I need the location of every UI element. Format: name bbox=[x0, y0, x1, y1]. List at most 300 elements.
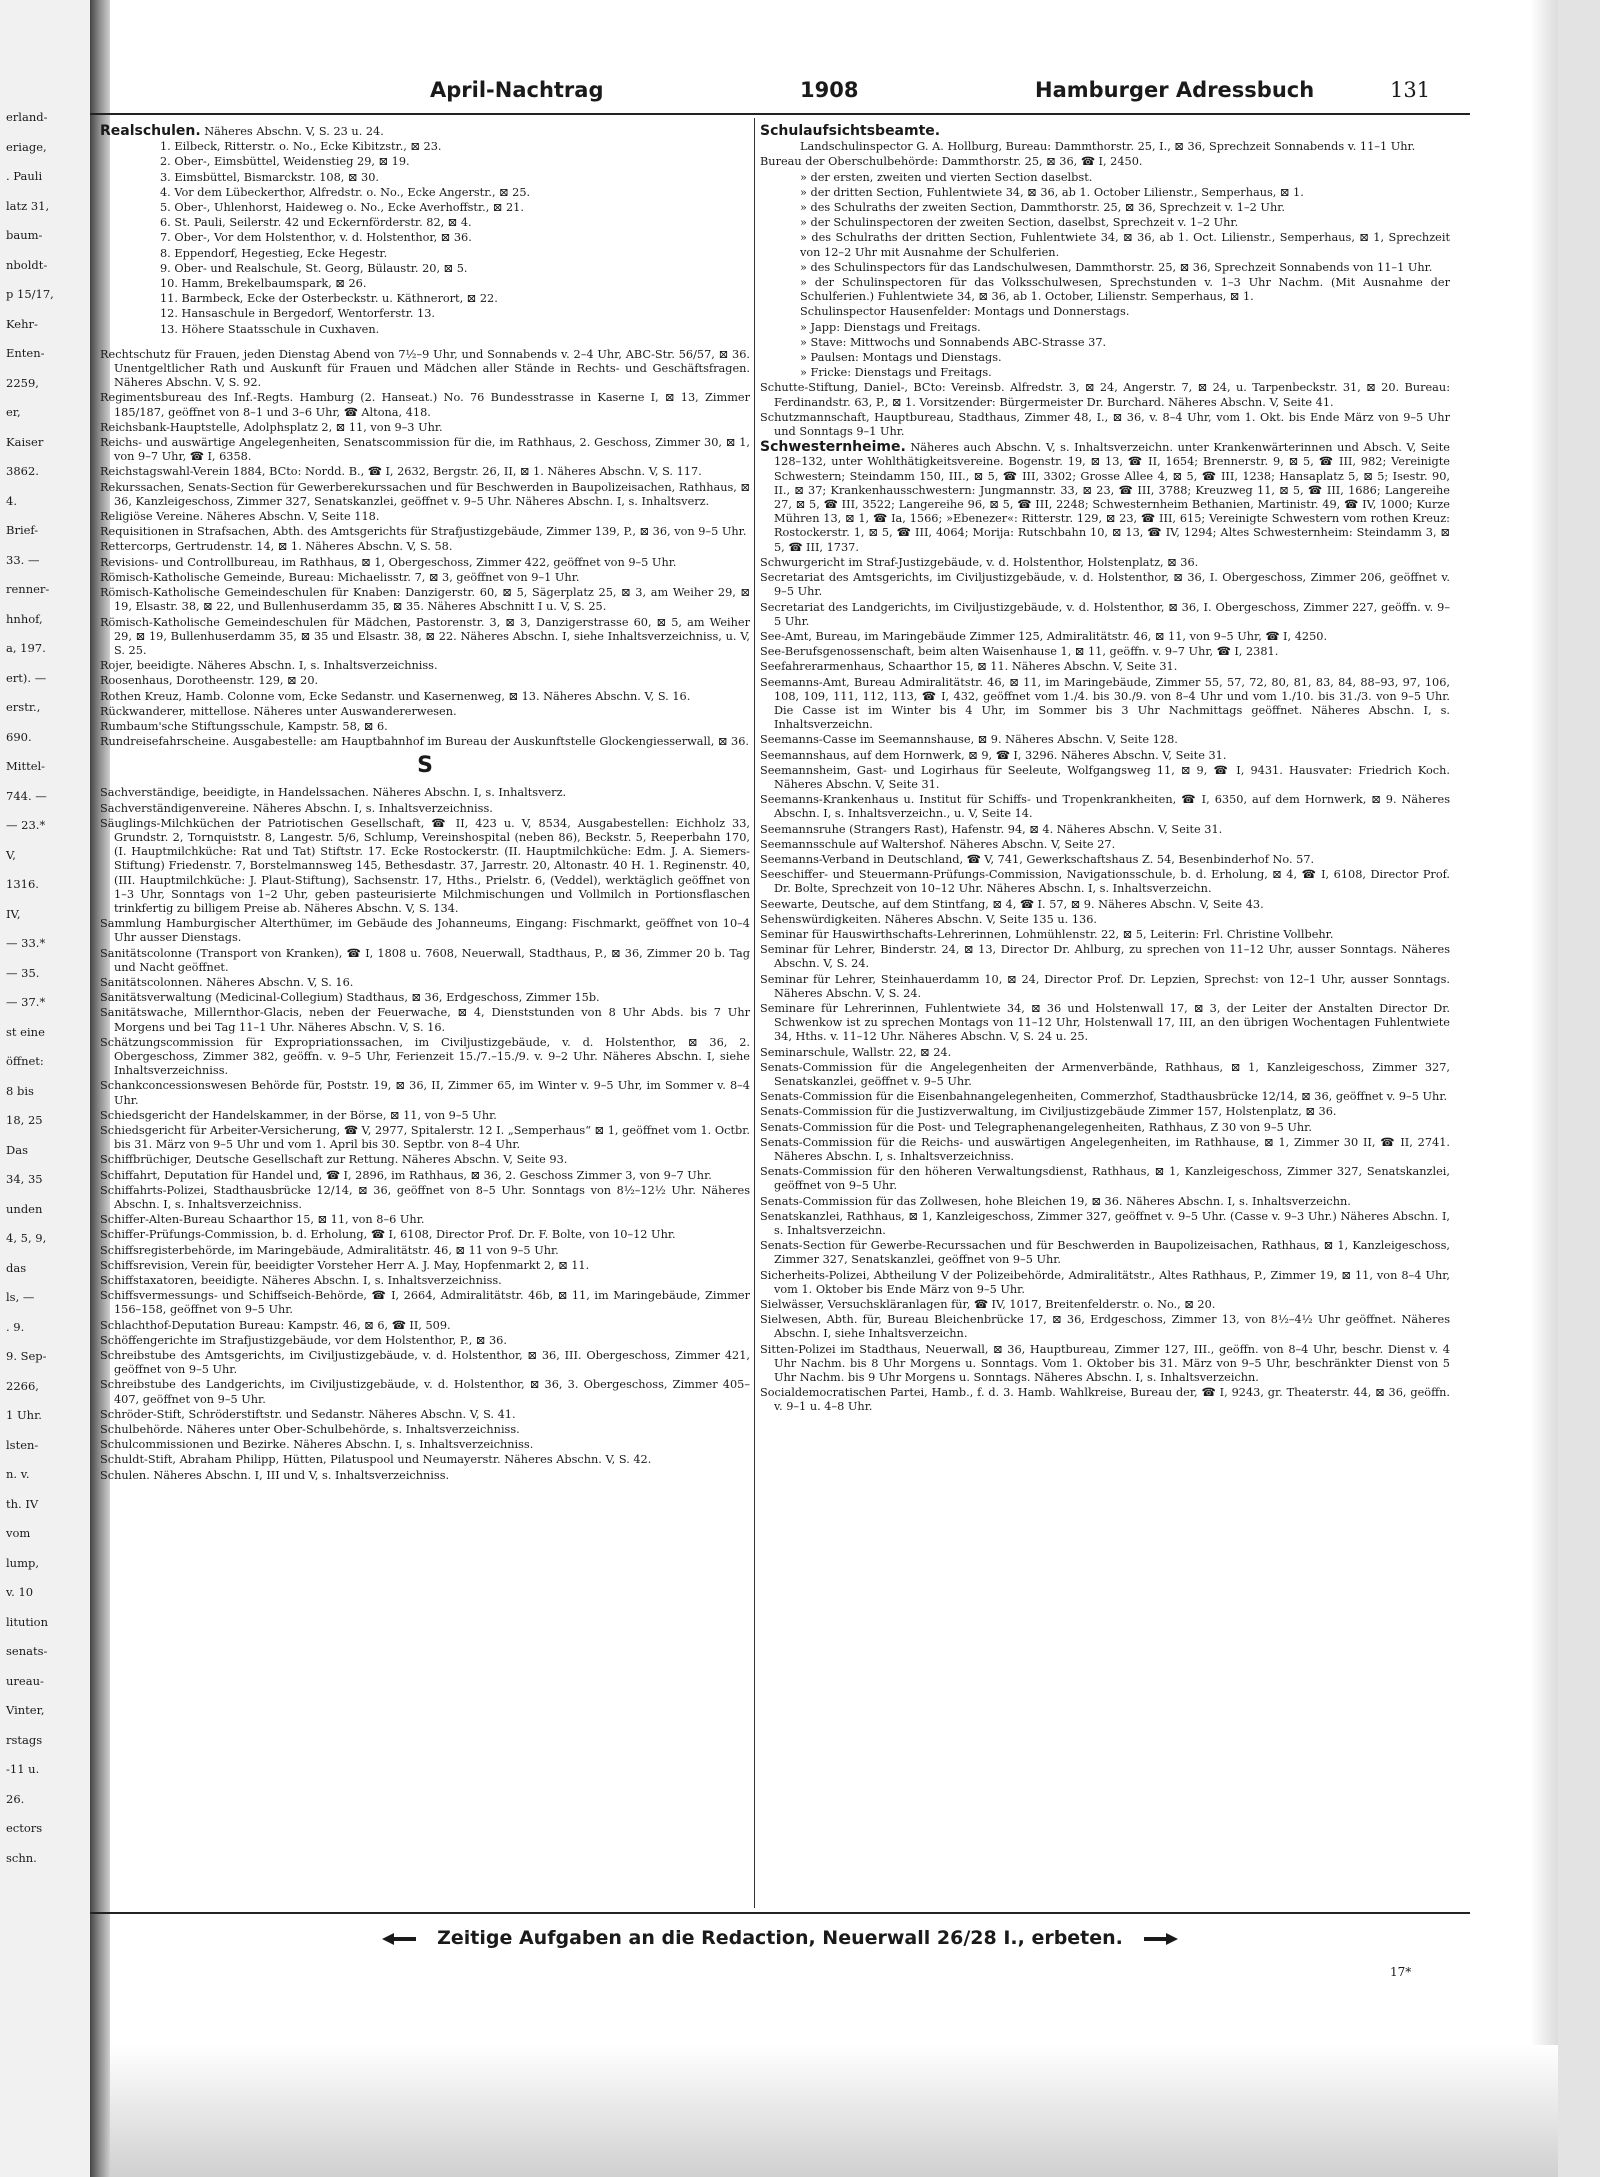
directory-entry bbox=[100, 348, 750, 391]
directory-entry bbox=[760, 1136, 1450, 1164]
entry-text: Seminar für Lehrer, Binderstr. 24, ⊠ 13, Director Dr. Ahlburg, zu sprechen von 11–12 Uhr, ausser Sonntags. Näheres Abschn. V, S. 24. bbox=[760, 943, 1450, 971]
directory-entry bbox=[100, 1109, 750, 1123]
entry-text: Schwurgericht im Straf-Justizgebäude, v. d. Holstenthor, Holstenplatz, ⊠ 36. bbox=[760, 555, 1199, 569]
directory-entry bbox=[760, 171, 1450, 185]
directory-entry bbox=[100, 976, 750, 990]
directory-entry bbox=[100, 1438, 750, 1452]
entry-text: 4. Vor dem Lübeckerthor, Alfredstr. o. No., Ecke Angerstr., ⊠ 25. bbox=[160, 185, 531, 199]
margin-text-fragment: erland- bbox=[6, 110, 48, 124]
margin-text-fragment: senats- bbox=[6, 1644, 48, 1658]
directory-entry bbox=[760, 186, 1450, 200]
entry-text: Reichs- und auswärtige Angelegenheiten, Senatscommission für die, im Rathhaus, 2. Geschoss, Zimmer 30, ⊠ 1, von 9–7 Uhr, ☎ I, 6358. bbox=[100, 436, 750, 464]
entry-text: See-Amt, Bureau, im Maringebäude Zimmer 125, Admiralitätstr. 46, ⊠ 11, von 9–5 Uhr, ☎ I, 4250. bbox=[760, 629, 1328, 643]
section-heading-entry bbox=[100, 124, 750, 139]
directory-entry bbox=[760, 1105, 1450, 1119]
margin-text-fragment: eriage, bbox=[6, 139, 47, 154]
margin-text-fragment: schn. bbox=[6, 1850, 37, 1865]
directory-entry bbox=[760, 140, 1450, 154]
previous-page-strip bbox=[0, 0, 90, 2177]
entry-text: Schiffsrevision, Verein für, beeidigter Vorsteher Herr A. J. May, Hopfenmarkt 2, ⊠ 11. bbox=[100, 1258, 590, 1272]
margin-text-fragment: 8 bis bbox=[6, 1083, 34, 1098]
directory-entry bbox=[760, 645, 1450, 659]
entry-text: Schulcommissionen und Bezirke. Näheres Abschn. I, s. Inhaltsverzeichniss. bbox=[100, 1438, 534, 1452]
directory-entry bbox=[100, 1006, 750, 1034]
directory-entry bbox=[100, 786, 750, 800]
entry-text: Rechtschutz für Frauen, jeden Dienstag Abend von 7½–9 Uhr, und Sonnabends v. 2–4 Uhr, ABC-Str. 56/57, ⊠ 36. Unentgeltlicher Rath und Auskunft für Frauen und Mädchen aller Stände in Rechts- und Geschäftsfragen. Näheres Abschn. V, S. 92. bbox=[100, 347, 750, 390]
directory-entry bbox=[100, 1153, 750, 1167]
entry-text: Schulbehörde. Näheres unter Ober-Schulbehörde, s. Inhaltsverzeichniss. bbox=[100, 1423, 520, 1437]
margin-text-fragment: lump, bbox=[6, 1555, 40, 1570]
directory-entry bbox=[100, 947, 750, 975]
margin-text-fragment: — 33.* bbox=[6, 936, 46, 950]
entry-text: Seemanns-Krankenhaus u. Institut für Schiffs- und Tropenkrankheiten, ☎ I, 6350, auf dem Hornwerk, ⊠ 9. Näheres Abschn. I, s. Inhaltsverzeichn., u. V, Seite 14. bbox=[760, 793, 1450, 821]
margin-text-fragment: renner- bbox=[6, 582, 50, 596]
entry-text: » der dritten Section, Fuhlentwiete 34, ⊠ 36, ab 1. October Lilienstr., Semperhaus, ⊠ 1. bbox=[800, 185, 1304, 199]
section-heading: Schulaufsichtsbeamte. bbox=[760, 123, 941, 139]
entry-text: Schiffahrts-Polizei, Stadthausbrücke 12/14, ⊠ 36, geöffnet von 8–5 Uhr. Sonntags von 8½–12½ Uhr. Näheres Abschn. I, s. Inhaltsverzeichniss. bbox=[100, 1183, 750, 1212]
directory-entry bbox=[760, 793, 1450, 821]
entry-text: Rekurssachen, Senats-Section für Gewerberekurssachen und für Beschwerden in Baupolizeisachen, Rathhaus, ⊠ 36, Kanzleigeschoss, Zimmer 327, Senatskanzlei, geöffnet v. 9–5 Uhr. Näheres Abschn. I, s. Inhaltsverz. bbox=[100, 480, 750, 508]
directory-entry bbox=[760, 838, 1450, 852]
entry-text: Schulinspector Hausenfelder: Montags und Donnerstags. bbox=[800, 305, 1130, 319]
entry-text: Schreibstube des Amtsgerichts, im Civiljustizgebäude, v. d. Holstenthor, ⊠ 36, III. Obergeschoss, Zimmer 421, geöffnet von 9–5 Uhr. bbox=[100, 1349, 750, 1377]
entry-text: Senats-Commission für die Eisenbahnangelegenheiten, Commerzhof, Stadthausbrücke 12/14, ⊠ 36, geöffnet v. 9–5 Uhr. bbox=[760, 1090, 1448, 1104]
entry-text: 10. Hamm, Brekelbaumspark, ⊠ 26. bbox=[160, 277, 367, 291]
directory-entry bbox=[100, 1453, 750, 1467]
directory-entry bbox=[760, 630, 1450, 644]
margin-text-fragment: Enten- bbox=[6, 346, 45, 360]
margin-text-fragment: ectors bbox=[6, 1821, 43, 1835]
entry-text: 12. Hansaschule in Bergedorf, Wentorferstr. 13. bbox=[160, 307, 435, 321]
entry-text: Rückwanderer, mittellose. Näheres unter Auswandererwesen. bbox=[100, 704, 457, 718]
directory-entry bbox=[760, 305, 1450, 319]
entry-text: Schutzmannschaft, Hauptbureau, Stadthaus, Zimmer 48, I., ⊠ 36, v. 8–4 Uhr, vom 1. Okt. bis Ende März von 9–5 Uhr und Sonntags 9–1 Uhr. bbox=[760, 410, 1450, 439]
header-rule bbox=[90, 113, 1470, 115]
entry-text: Roosenhaus, Dorotheenstr. 129, ⊠ 20. bbox=[100, 674, 319, 688]
directory-entry bbox=[100, 1036, 750, 1079]
directory-entry bbox=[100, 817, 750, 916]
directory-entry bbox=[100, 917, 750, 945]
right-scan-edge bbox=[1558, 0, 1600, 2177]
directory-entry bbox=[760, 1298, 1450, 1312]
margin-text-fragment: -11 u. bbox=[6, 1762, 40, 1776]
margin-text-fragment: 4, 5, 9, bbox=[6, 1231, 47, 1245]
margin-text-fragment: litution bbox=[6, 1614, 49, 1629]
margin-text-fragment: 4. bbox=[6, 493, 17, 508]
entry-text: Seemannshaus, auf dem Hornwerk, ⊠ 9, ☎ I, 3296. Näheres Abschn. V, Seite 31. bbox=[760, 748, 1227, 762]
directory-entry bbox=[760, 1061, 1450, 1089]
entry-text: Senats-Section für Gewerbe-Recurssachen und für Beschwerden in Baupolizeisachen, Rathhaus, ⊠ 1, Kanzleigeschoss, Zimmer 327, Senatskanzlei, geöffnet von 9–5 Uhr. bbox=[760, 1239, 1450, 1267]
directory-entry bbox=[100, 1213, 750, 1227]
entry-text: Rettercorps, Gertrudenstr. 14, ⊠ 1. Näheres Abschn. V, S. 58. bbox=[100, 540, 453, 554]
directory-entry bbox=[100, 323, 750, 337]
directory-entry bbox=[760, 943, 1450, 971]
entry-text: Römisch-Katholische Gemeinde, Bureau: Michaelisstr. 7, ⊠ 3, geöffnet von 9–1 Uhr. bbox=[100, 570, 580, 584]
entry-text: Sanitätscolonne (Transport von Kranken), ☎ I, 1808 u. 7608, Neuerwall, Stadthaus, P., ⊠ 36, Zimmer 20 b. Tag und Nacht geöffnet. bbox=[100, 946, 750, 974]
directory-entry bbox=[100, 556, 750, 570]
entry-text: Sehenswürdigkeiten. Näheres Abschn. V, Seite 135 u. 136. bbox=[760, 912, 1097, 926]
margin-text-fragment: ert). — bbox=[6, 670, 47, 685]
margin-text-fragment: 1 Uhr. bbox=[6, 1408, 42, 1422]
directory-entry bbox=[760, 216, 1450, 230]
right-column bbox=[760, 124, 1450, 1416]
directory-entry bbox=[100, 571, 750, 585]
directory-entry bbox=[100, 674, 750, 688]
directory-entry bbox=[100, 1228, 750, 1242]
directory-entry bbox=[760, 1269, 1450, 1297]
directory-entry bbox=[100, 1319, 750, 1333]
entry-text: Schankconcessionswesen Behörde für, Poststr. 19, ⊠ 36, II, Zimmer 65, im Winter v. 9–5 Uhr, im Sommer v. 8–4 Uhr. bbox=[100, 1079, 750, 1107]
entry-text: Sammlung Hamburgischer Alterthümer, im Gebäude des Johanneums, Eingang: Fischmarkt, geöffnet von 10–4 Uhr ausser Dienstags. bbox=[100, 917, 750, 945]
entry-text: » Fricke: Dienstags und Freitags. bbox=[800, 366, 992, 380]
margin-text-fragment: baum- bbox=[6, 228, 43, 242]
entry-text: Näheres Abschn. V, S. 23 u. 24. bbox=[200, 125, 384, 138]
entry-text: Seemannsruhe (Strangers Rast), Hafenstr. 94, ⊠ 4. Näheres Abschn. V, Seite 31. bbox=[760, 822, 1223, 836]
margin-text-fragment: v. 10 bbox=[6, 1585, 34, 1599]
entry-text: » Japp: Dienstags und Freitags. bbox=[800, 320, 981, 334]
entry-text: 3. Eimsbüttel, Bismarckstr. 108, ⊠ 30. bbox=[160, 170, 379, 184]
entry-text: Revisions- und Controllbureau, im Rathhaus, ⊠ 1, Obergeschoss, Zimmer 422, geöffnet von 9–5 Uhr. bbox=[100, 555, 677, 569]
entry-text: 6. St. Pauli, Seilerstr. 42 und Eckernförderstr. 82, ⊠ 4. bbox=[160, 216, 472, 230]
directory-entry bbox=[760, 973, 1450, 1001]
entry-text: 7. Ober-, Vor dem Holstenthor, v. d. Holstenthor, ⊠ 36. bbox=[160, 231, 472, 245]
directory-entry bbox=[100, 140, 750, 154]
directory-entry bbox=[760, 1046, 1450, 1060]
directory-entry bbox=[760, 1165, 1450, 1193]
entry-text: Seemannsheim, Gast- und Logirhaus für Seeleute, Wolfgangsweg 11, ⊠ 9, ☎ I, 9431. Hausvater: Friedrich Koch. Näheres Abschn. V, Seite 31. bbox=[760, 763, 1450, 791]
directory-entry bbox=[100, 540, 750, 554]
directory-entry bbox=[100, 991, 750, 1005]
entry-text: Secretariat des Amtsgerichts, im Civiljustizgebäude, v. d. Holstenthor, ⊠ 36, I. Obergeschoss, Zimmer 206, geöffnet v. 9–5 Uhr. bbox=[760, 571, 1450, 599]
margin-text-fragment: 33. — bbox=[6, 552, 40, 567]
margin-text-fragment: — 37.* bbox=[6, 995, 46, 1009]
entry-text: » des Schulinspectors für das Landschulwesen, Dammthorstr. 25, ⊠ 36, Sprechzeit Sonnabends von 11–1 Uhr. bbox=[800, 260, 1433, 274]
footer-notice bbox=[90, 1927, 1470, 1949]
directory-entry bbox=[760, 1313, 1450, 1341]
sheet-signature: 17* bbox=[1390, 1965, 1412, 1979]
margin-text-fragment: 34, 35 bbox=[6, 1172, 43, 1186]
margin-text-fragment: p 15/17, bbox=[6, 287, 54, 301]
entry-text: Sachverständige, beeidigte, in Handelssachen. Näheres Abschn. I, s. Inhaltsverz. bbox=[100, 786, 567, 800]
entry-text: Schiffsregisterbehörde, im Maringebäude, Admiralitätstr. 46, ⊠ 11 von 9–5 Uhr. bbox=[100, 1243, 559, 1257]
entry-text: Römisch-Katholische Gemeindeschulen für Knaben: Danzigerstr. 60, ⊠ 5, Sägerplatz 25, ⊠ 3, am Weiher 29, ⊠ 19, Elsastr. 38, ⊠ 22, und Bullenhuserdamm 35, ⊠ 35. Näheres Abschnitt I u. V, S. 25. bbox=[100, 586, 750, 614]
entry-text: Schröder-Stift, Schröderstiftstr. und Sedanstr. Näheres Abschn. V, S. 41. bbox=[100, 1407, 516, 1421]
entry-text: Sielwässer, Versuchskläranlagen für, ☎ IV, 1017, Breitenfelderstr. o. No., ⊠ 20. bbox=[760, 1298, 1216, 1312]
margin-text-fragment: . 9. bbox=[6, 1319, 25, 1334]
directory-entry bbox=[760, 676, 1450, 733]
section-heading: Realschulen. bbox=[100, 123, 201, 139]
directory-entry bbox=[760, 898, 1450, 912]
directory-entry bbox=[100, 705, 750, 719]
entry-text: Schulen. Näheres Abschn. I, III und V, s. Inhaltsverzeichniss. bbox=[100, 1468, 450, 1482]
directory-entry bbox=[100, 1259, 750, 1273]
directory-entry bbox=[760, 201, 1450, 215]
margin-text-fragment: V, bbox=[6, 847, 16, 862]
column-divider bbox=[754, 118, 755, 1908]
directory-entry bbox=[760, 366, 1450, 380]
entry-text: Schiffstaxatoren, beeidigte. Näheres Abschn. I, s. Inhaltsverzeichniss. bbox=[100, 1274, 502, 1288]
directory-entry bbox=[760, 868, 1450, 896]
entry-text: Schiffahrt, Deputation für Handel und, ☎ I, 2896, im Rathhaus, ⊠ 36, 2. Geschoss Zimmer 3, von 9–7 Uhr. bbox=[100, 1168, 712, 1182]
margin-text-fragment: 18, 25 bbox=[6, 1113, 43, 1127]
directory-entry bbox=[760, 1343, 1450, 1386]
margin-text-fragment: er, bbox=[6, 405, 21, 419]
margin-text-fragment: th. IV bbox=[6, 1496, 39, 1511]
margin-text-fragment: rstags bbox=[6, 1732, 43, 1747]
entry-text: Rojer, beeidigte. Näheres Abschn. I, s. Inhaltsverzeichniss. bbox=[100, 659, 438, 673]
margin-text-fragment: unden bbox=[6, 1201, 43, 1216]
margin-text-fragment: st eine bbox=[6, 1024, 45, 1039]
directory-entry bbox=[100, 1244, 750, 1258]
entry-text: Seemannsschule auf Waltershof. Näheres Abschn. V, Seite 27. bbox=[760, 837, 1116, 851]
margin-text-fragment: öffnet: bbox=[6, 1054, 44, 1068]
entry-text: Senatskanzlei, Rathhaus, ⊠ 1, Kanzleigeschoss, Zimmer 327, geöffnet v. 9–5 Uhr. (Casse v. 9–3 Uhr.) Näheres Abschn. I, s. Inhaltsverzeichn. bbox=[760, 1209, 1450, 1238]
directory-entry bbox=[760, 764, 1450, 792]
entry-text: Requisitionen in Strafsachen, Abth. des Amtsgerichts für Strafjustizgebäude, Zimmer 139, P., ⊠ 36, von 9–5 Uhr. bbox=[100, 525, 747, 539]
bottom-page-shadow bbox=[110, 2045, 1558, 2177]
entry-text: » Stave: Mittwochs und Sonnabends ABC-Strasse 37. bbox=[800, 335, 1107, 349]
margin-text-fragment: Brief- bbox=[6, 523, 39, 537]
page-number: 131 bbox=[1390, 78, 1431, 102]
entry-text: Seewarte, Deutsche, auf dem Stintfang, ⊠ 4, ☎ I. 57, ⊠ 9. Näheres Abschn. V, Seite 43. bbox=[760, 897, 1264, 911]
directory-entry bbox=[760, 1195, 1450, 1209]
entry-text: 9. Ober- und Realschule, St. Georg, Bülaustr. 20, ⊠ 5. bbox=[160, 261, 468, 275]
entry-text: Seemanns-Verband in Deutschland, ☎ V, 741, Gewerkschaftshaus Z. 54, Besenbinderhof No. 57. bbox=[760, 852, 1315, 866]
directory-entry bbox=[100, 292, 750, 306]
entry-text: Seeschiffer- und Steuermann-Prüfungs-Commission, Navigationsschule, b. d. Erholung, ⊠ 4, ☎ I, 6108, Director Prof. Dr. Bolte, Sprechzeit von 10–12 Uhr. Näheres Abschn. I, s. Inhaltsverzeichn. bbox=[760, 868, 1450, 896]
entry-text: Sicherheits-Polizei, Abtheilung V der Polizeibehörde, Admiralitätstr., Altes Rathhaus, P., Zimmer 19, ⊠ 11, von 8–4 Uhr, vom 1. Oktober bis Ende März von 9–5 Uhr. bbox=[760, 1268, 1450, 1296]
entry-text: Seminarschule, Wallstr. 22, ⊠ 24. bbox=[760, 1045, 952, 1059]
entry-text: Römisch-Katholische Gemeindeschulen für Mädchen, Pastorenstr. 3, ⊠ 3, Danzigerstrasse 60, ⊠ 5, am Weiher 29, ⊠ 19, Bullenhuserdamm 35, ⊠ 35 und Elsastr. 38, ⊠ 22. Näheres Abschn. I, siehe Inhaltsverzeichniss, u. V, S. 25. bbox=[100, 615, 750, 657]
directory-entry bbox=[760, 351, 1450, 365]
entry-text: » des Schulraths der zweiten Section, Dammthorstr. 25, ⊠ 36, Sprechzeit v. 1–2 Uhr. bbox=[800, 201, 1285, 215]
directory-entry bbox=[100, 720, 750, 734]
section-heading-entry bbox=[760, 124, 1450, 139]
margin-text-fragment: lsten- bbox=[6, 1437, 39, 1452]
entry-text: Senats-Commission für die Justizverwaltung, im Civiljustizgebäude Zimmer 157, Holstenplatz, ⊠ 36. bbox=[760, 1105, 1337, 1119]
entry-text: Schutte-Stiftung, Daniel-, BCto: Vereinsb. Alfredstr. 3, ⊠ 24, Angerstr. 7, ⊠ 24, u. Tarpenbeckstr. 31, ⊠ 20. Bureau: Ferdinandstr. 63, P., ⊠ 1. Vorsitzender: Bürgermeister Dr. Burchard. Näheres Abschn. V, Seite 41. bbox=[760, 381, 1450, 409]
entry-text: 13. Höhere Staatsschule in Cuxhaven. bbox=[160, 322, 380, 336]
directory-entry bbox=[760, 1210, 1450, 1238]
directory-entry bbox=[100, 525, 750, 539]
entry-text: Senats-Commission für die Post- und Telegraphenangelegenheiten, Rathhaus, Z 30 von 9–5 Uhr. bbox=[760, 1120, 1312, 1134]
margin-text-fragment: das bbox=[6, 1260, 27, 1275]
directory-entry bbox=[100, 586, 750, 614]
directory-entry bbox=[760, 411, 1450, 439]
directory-entry bbox=[100, 690, 750, 704]
entry-text: Bureau der Oberschulbehörde: Dammthorstr. 25, ⊠ 36, ☎ I, 2450. bbox=[760, 155, 1143, 169]
margin-text-fragment: ureau- bbox=[6, 1673, 44, 1688]
entry-text: Schuldt-Stift, Abraham Philipp, Hütten, Pilatuspool und Neumayerstr. Näheres Abschn. V, S. 42. bbox=[100, 1453, 652, 1467]
entry-text: Schiffsvermessungs- und Schiffseich-Behörde, ☎ I, 2664, Admiralitätstr. 46b, ⊠ 11, im Maringebäude, Zimmer 156–158, geöffnet von 9–5 Uhr. bbox=[100, 1289, 750, 1317]
margin-text-fragment: latz 31, bbox=[6, 198, 50, 213]
section-letter: S bbox=[417, 753, 433, 779]
directory-entry bbox=[100, 391, 750, 419]
entry-text: Sachverständigenvereine. Näheres Abschn. I, s. Inhaltsverzeichniss. bbox=[100, 801, 493, 815]
directory-entry bbox=[760, 381, 1450, 409]
margin-text-fragment: Vinter, bbox=[6, 1703, 45, 1717]
entry-text: 2. Ober-, Eimsbüttel, Weidenstieg 29, ⊠ 19. bbox=[160, 155, 410, 169]
entry-text: Schiedsgericht für Arbeiter-Versicherung, ☎ V, 2977, Spitalerstr. 12 I. „Semperhaus“ ⊠ 1, geöffnet vom 1. Octbr. bis 31. März von 9–5 Uhr und vom 1. April bis 30. Septbr. von 8–4 Uhr. bbox=[100, 1124, 750, 1152]
entry-text: Rumbaum'sche Stiftungsschule, Kampstr. 58, ⊠ 6. bbox=[100, 719, 388, 733]
entry-text: 1. Eilbeck, Ritterstr. o. No., Ecke Kibitzstr., ⊠ 23. bbox=[160, 140, 442, 154]
entry-text: Schöffengerichte im Strafjustizgebäude, vor dem Holstenthor, P., ⊠ 36. bbox=[100, 1333, 507, 1347]
entry-text: Sielwesen, Abth. für, Bureau Bleichenbrücke 17, ⊠ 36, Erdgeschoss, Zimmer 13, von 8½–4½ Uhr geöffnet. Näheres Abschn. I, siehe Inhaltsverzeichn. bbox=[760, 1313, 1450, 1341]
margin-text-fragment: Das bbox=[6, 1142, 28, 1157]
directory-entry bbox=[100, 616, 750, 659]
margin-text-fragment: Kehr- bbox=[6, 316, 38, 331]
entry-text: Schreibstube des Landgerichts, im Civiljustizgebäude, v. d. Holstenthor, ⊠ 36, 3. Obergeschoss, Zimmer 405–407, geöffnet von 9–5 Uhr. bbox=[100, 1378, 750, 1406]
margin-text-fragment: ls, — bbox=[6, 1290, 35, 1304]
directory-entry bbox=[100, 1469, 750, 1483]
entry-text: Sanitätsverwaltung (Medicinal-Collegium) Stadthaus, ⊠ 36, Erdgeschoss, Zimmer 15b. bbox=[100, 991, 600, 1005]
directory-entry bbox=[760, 276, 1450, 304]
margin-text-fragment: 744. — bbox=[6, 788, 47, 803]
directory-entry bbox=[760, 749, 1450, 763]
directory-entry bbox=[760, 913, 1450, 927]
directory-entry bbox=[760, 1090, 1450, 1104]
directory-entry bbox=[100, 1274, 750, 1288]
directory-entry bbox=[760, 556, 1450, 570]
header-book-title: Hamburger Adressbuch bbox=[1035, 78, 1315, 102]
directory-entry bbox=[100, 1124, 750, 1152]
entry-text: Regimentsbureau des Inf.-Regts. Hamburg (2. Hanseat.) No. 76 Bundesstrasse in Kaserne I, ⊠ 13, Zimmer 185/187, geöffnet von 8–1 und 3–6 Uhr, ☎ Altona, 418. bbox=[100, 391, 750, 419]
entry-text: Seefahrerarmenhaus, Schaarthor 15, ⊠ 11. Näheres Abschn. V, Seite 31. bbox=[760, 660, 1178, 674]
margin-text-fragment: n. v. bbox=[6, 1467, 30, 1481]
entry-text: Senats-Commission für das Zollwesen, hohe Bleichen 19, ⊠ 36. Näheres Abschn. I, s. Inhaltsverzeichn. bbox=[760, 1194, 1351, 1208]
entry-text: Sanitätscolonnen. Näheres Abschn. V, S. 16. bbox=[100, 975, 354, 989]
directory-entry bbox=[760, 1239, 1450, 1267]
directory-entry bbox=[100, 216, 750, 230]
entry-text: Reichsbank-Hauptstelle, Adolphsplatz 2, ⊠ 11, von 9–3 Uhr. bbox=[100, 420, 443, 434]
footer-text: Zeitige Aufgaben an die Redaction, Neuerwall 26/28 I., erbeten. bbox=[437, 1927, 1123, 1949]
entry-text: Schiffer-Prüfungs-Commission, b. d. Erholung, ☎ I, 6108, Director Prof. Dr. F. Bolte, von 10–12 Uhr. bbox=[100, 1228, 676, 1242]
directory-entry bbox=[100, 1378, 750, 1406]
directory-entry bbox=[100, 231, 750, 245]
margin-text-fragment: Kaiser bbox=[6, 434, 44, 449]
directory-entry bbox=[100, 155, 750, 169]
directory-entry bbox=[100, 1334, 750, 1348]
entry-text: Näheres auch Abschn. V, s. Inhaltsverzeichn. unter Krankenwärterinnen und Absch. V, Seite 128–132, unter Wohlthätigkeitsvereine. Bogenstr. 19, ⊠ 13, ☎ II, 1654; Brennerstr. 9, ⊠ 5, ☎ III, 982; Vereinigte Schwestern; Steindamm 150, III., ⊠ 5, ☎ III, 3302; Grosse Allee 4, ⊠ 5, ☎ III, 1238; Hansaplatz 5, ⊠ 5; Isestr. 90, II., ⊠ 37; Krankenhausschwestern: Jungmannstr. 33, ⊠ 23, ☎ III, 3788; Kreuzweg 11, ⊠ 5, ☎ III, 1686; Langereihe 27, ⊠ 5, ☎ III, 3522; Langereihe 96, ⊠ 5, ☎ III, 2248; Schwesternheim Bethanien, Martinistr. 49, ☎ IV, 1000; Kurze Mühren 13, ⊠ 1, ☎ Ia, 1566; »Ebenezer«: Ritterstr. 129, ⊠ 23, ☎ III, 615; Vereinigte Schwestern vom rothen Kreuz: Rostockerstr. 1, ⊠ 5, ☎ III, 4064; Morija: Rutschbahn 10, ⊠ 13, ☎ IV, 1294; Altes Schwesternheim: Steindamm 3, ⊠ 5, ☎ III, 1737. bbox=[774, 441, 1450, 554]
directory-entry bbox=[100, 1079, 750, 1107]
directory-entry bbox=[100, 1423, 750, 1437]
section-heading: Schwesternheime. bbox=[760, 439, 906, 456]
entry-text: See-Berufsgenossenschaft, beim alten Waisenhause 1, ⊠ 11, geöffn. v. 9–7 Uhr, ☎ I, 2381. bbox=[760, 645, 1279, 659]
entry-text: Senats-Commission für die Angelegenheiten der Armenverbände, Rathhaus, ⊠ 1, Kanzleigeschoss, Zimmer 327, Senatskanzlei, geöffnet v. 9–5 Uhr. bbox=[760, 1060, 1450, 1088]
directory-entry bbox=[760, 261, 1450, 275]
entry-text: » Paulsen: Montags und Dienstags. bbox=[800, 351, 1002, 365]
entry-text: » des Schulraths der dritten Section, Fuhlentwiete 34, ⊠ 36, ab 1. Oct. Lilienstr., Semperhaus, ⊠ 1, Sprechzeit von 12–2 Uhr mit Ausnahme der Schulferien. bbox=[800, 231, 1450, 259]
directory-entry bbox=[100, 659, 750, 673]
directory-entry bbox=[100, 735, 750, 749]
entry-text: Schiffer-Alten-Bureau Schaarthor 15, ⊠ 11, von 8–6 Uhr. bbox=[100, 1213, 425, 1227]
directory-entry bbox=[100, 307, 750, 321]
directory-entry bbox=[760, 601, 1450, 629]
margin-text-fragment: . Pauli bbox=[6, 169, 43, 183]
entry-text: 11. Barmbeck, Ecke der Osterbeckstr. u. Käthnerort, ⊠ 22. bbox=[160, 292, 498, 306]
entry-text: Socialdemocratischen Partei, Hamb., f. d. 3. Hamb. Wahlkreise, Bureau der, ☎ I, 9243, gr. Theaterstr. 44, ⊠ 36, geöffn. v. 9–1 u. 4–8 Uhr. bbox=[760, 1386, 1450, 1414]
entry-text: Religiöse Vereine. Näheres Abschn. V, Seite 118. bbox=[100, 510, 380, 524]
pointing-hand-left-icon bbox=[380, 1930, 420, 1948]
directory-entry bbox=[760, 336, 1450, 350]
margin-text-fragment: Mittel- bbox=[6, 759, 46, 773]
directory-entry bbox=[100, 510, 750, 524]
margin-text-fragment: — 35. bbox=[6, 965, 40, 980]
entry-text: Seminar für Hauswirthschafts-Lehrerinnen, Lohmühlenstr. 22, ⊠ 5, Leiterin: Frl. Christine Vollbehr. bbox=[760, 927, 1334, 941]
margin-text-fragment: hnhof, bbox=[6, 611, 43, 626]
footer-rule bbox=[90, 1912, 1470, 1914]
directory-entry bbox=[760, 853, 1450, 867]
pointing-hand-right-icon bbox=[1140, 1930, 1180, 1948]
entry-text: Schätzungscommission für Expropriationssachen, im Civiljustizgebäude, v. d. Holstenthor, ⊠ 36, 2. Obergeschoss, Zimmer 382, geöffn. v. 9–5 Uhr, Ferienzeit 15./7.–15./9. v. 9–2 Uhr. Näheres Abschn. I, siehe Inhaltsverzeichniss. bbox=[100, 1035, 750, 1078]
directory-entry bbox=[100, 201, 750, 215]
directory-entry bbox=[760, 1121, 1450, 1135]
margin-text-fragment: IV, bbox=[6, 906, 21, 921]
entry-text: Rundreisefahrscheine. Ausgabestelle: am Hauptbahnhof im Bureau der Auskunftstelle Glockengiesserwall, ⊠ 36. bbox=[100, 735, 749, 749]
margin-text-fragment: 690. bbox=[6, 729, 32, 744]
directory-entry bbox=[100, 421, 750, 435]
header-section-title: April-Nachtrag bbox=[430, 78, 604, 102]
entry-text: Schlachthof-Deputation Bureau: Kampstr. 46, ⊠ 6, ☎ II, 509. bbox=[100, 1318, 451, 1332]
directory-entry bbox=[100, 1184, 750, 1212]
entry-text: Sitten-Polizei im Stadthaus, Neuerwall, ⊠ 36, Hauptbureau, Zimmer 127, III., geöffn. von 8–4 Uhr, beschr. Dienst v. 4 Uhr Nachm. bis 8 Uhr Morgens u. Sonntags. Vom 1. Oktober bis 31. März von 9–5 Uhr, beschränkter Dienst von 5 Uhr Nachm. bis 9 Uhr Morgens u. Sonntags. Näheres Abschn. I, s. Inhaltsverzeichn. bbox=[760, 1342, 1450, 1385]
margin-text-fragment: 9. Sep- bbox=[6, 1349, 47, 1363]
directory-entry bbox=[760, 1386, 1450, 1414]
margin-text-fragment: 26. bbox=[6, 1791, 25, 1806]
page-header bbox=[90, 78, 1450, 108]
entry-text: Seemanns-Casse im Seemannshause, ⊠ 9. Näheres Abschn. V, Seite 128. bbox=[760, 733, 1178, 747]
directory-entry bbox=[100, 247, 750, 261]
entry-text: Sanitätswache, Millernthor-Glacis, neben der Feuerwache, ⊠ 4, Dienststunden von 8 Uhr Abds. bis 7 Uhr Morgens und bei Tag 11–1 Uhr. Näheres Abschn. V, S. 16. bbox=[100, 1006, 750, 1034]
spacer bbox=[100, 338, 750, 348]
entry-text: Seemanns-Amt, Bureau Admiralitätstr. 46, ⊠ 11, im Maringebäude, Zimmer 55, 57, 72, 80, 81, 83, 84, 88–93, 97, 106, 108, 109, 111, 112, 113, ☎ I, 432, geöffnet vom 1./4. bis 30./9. von 8–4 Uhr und vom 1./10. bis 31./3. von 9–5 Uhr. Die Casse ist im Winter bis 4 Uhr, im Sommer bis 3 Uhr Nachmittags geöffnet. Näheres Abschn. I, s. Inhaltsverzeichn. bbox=[760, 675, 1450, 732]
entry-text: Seminar für Lehrer, Steinhauerdamm 10, ⊠ 24, Director Prof. Dr. Lepzien, Sprechst: von 12–1 Uhr, ausser Sonntags. Näheres Abschn. V, S. 24. bbox=[760, 972, 1450, 1000]
header-year: 1908 bbox=[800, 78, 859, 102]
margin-text-fragment: 2266, bbox=[6, 1378, 39, 1393]
entry-text: Secretariat des Landgerichts, im Civiljustizgebäude, v. d. Holstenthor, ⊠ 36, I. Obergeschoss, Zimmer 227, geöffn. v. 9–5 Uhr. bbox=[760, 600, 1450, 628]
directory-entry bbox=[100, 481, 750, 509]
right-edge-shadow bbox=[1530, 0, 1558, 2177]
entry-text: 5. Ober-, Uhlenhorst, Haideweg o. No., Ecke Averhoffstr., ⊠ 21. bbox=[160, 201, 524, 215]
entry-text: Schiedsgericht der Handelskammer, in der Börse, ⊠ 11, von 9–5 Uhr. bbox=[100, 1108, 497, 1122]
entry-text: Senats-Commission für den höheren Verwaltungsdienst, Rathhaus, ⊠ 1, Kanzleigeschoss, Zimmer 327, Senatskanzlei, geöffnet von 9–5 Uhr. bbox=[760, 1165, 1450, 1193]
directory-entry bbox=[100, 436, 750, 464]
entry-text: 8. Eppendorf, Hegestieg, Ecke Hegestr. bbox=[160, 246, 388, 260]
directory-entry bbox=[760, 928, 1450, 942]
directory-entry bbox=[100, 1289, 750, 1317]
directory-entry bbox=[760, 733, 1450, 747]
entry-text: Reichstagswahl-Verein 1884, BCto: Nordd. B., ☎ I, 2632, Bergstr. 26, II, ⊠ 1. Näheres Abschn. V, S. 117. bbox=[100, 465, 702, 479]
margin-text-fragment: a, 197. bbox=[6, 641, 46, 655]
directory-entry bbox=[760, 155, 1450, 169]
entry-text: Landschulinspector G. A. Hollburg, Bureau: Dammthorstr. 25, I., ⊠ 36, Sprechzeit Sonnabends v. 11–1 Uhr. bbox=[800, 140, 1416, 154]
directory-entry bbox=[760, 571, 1450, 599]
directory-entry bbox=[100, 171, 750, 185]
directory-entry bbox=[100, 465, 750, 479]
entry-text: » der ersten, zweiten und vierten Section daselbst. bbox=[800, 170, 1093, 184]
margin-text-fragment: vom bbox=[6, 1526, 31, 1540]
directory-entry bbox=[760, 660, 1450, 674]
directory-entry bbox=[100, 802, 750, 816]
directory-entry bbox=[100, 1349, 750, 1377]
directory-entry bbox=[100, 1169, 750, 1183]
directory-entry bbox=[100, 277, 750, 291]
entry-text: » der Schulinspectoren der zweiten Section, daselbst, Sprechzeit v. 1–2 Uhr. bbox=[800, 216, 1239, 230]
margin-text-fragment: nboldt- bbox=[6, 257, 48, 272]
entry-text: Schiffbrüchiger, Deutsche Gesellschaft zur Rettung. Näheres Abschn. V, Seite 93. bbox=[100, 1153, 568, 1167]
directory-entry bbox=[760, 823, 1450, 837]
margin-text-fragment: 2259, bbox=[6, 375, 39, 390]
